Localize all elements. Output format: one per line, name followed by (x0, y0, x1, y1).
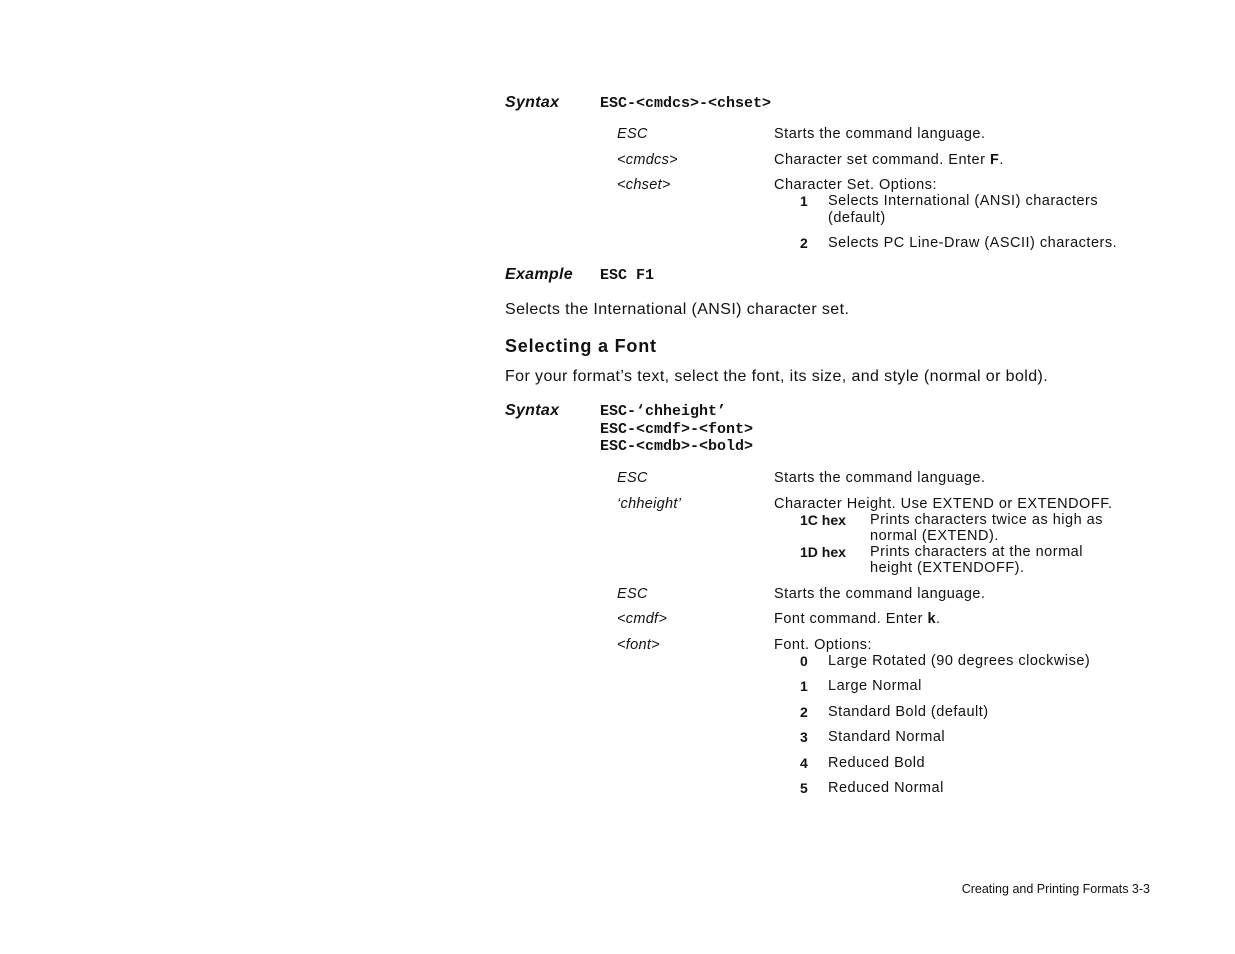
option-text: (default) (828, 210, 886, 226)
param-desc: Font. Options: (774, 637, 873, 653)
example-label: Example (505, 266, 573, 283)
height-option-code: 1D hex (800, 544, 846, 560)
param-name: <cmdf> (617, 611, 668, 627)
font-option-number: 0 (800, 653, 808, 669)
param-name: ESC (617, 586, 648, 602)
height-option-text: Prints characters at the normal (870, 544, 1083, 560)
param-desc: Character Height. Use EXTEND or EXTENDOFF. (774, 496, 1113, 512)
param-name: ‘chheight’ (617, 496, 682, 512)
example-description: Selects the International (ANSI) character set. (505, 301, 850, 318)
syntax-label: Syntax (505, 402, 560, 419)
height-option-text: normal (EXTEND). (870, 528, 999, 544)
param-name: ESC (617, 470, 648, 486)
section-intro: For your format’s text, select the font, its size, and style (normal or bold). (505, 368, 1049, 385)
example-code: ESC F1 (600, 267, 655, 284)
font-option-text: Standard Normal (828, 729, 946, 745)
param-name: ESC (617, 126, 648, 142)
syntax-code-line: ESC-<cmdf>-<font> (600, 421, 754, 438)
section-heading: Selecting a Font (505, 336, 657, 356)
height-option-code: 1C hex (800, 512, 846, 528)
option-number: 1 (800, 193, 808, 209)
option-text: Selects PC Line-Draw (ASCII) characters. (828, 235, 1118, 251)
param-desc: Font command. Enter k. (774, 611, 941, 627)
param-desc: Starts the command language. (774, 586, 986, 602)
height-option-text: Prints characters twice as high as (870, 512, 1103, 528)
font-option-text: Large Normal (828, 678, 922, 694)
param-desc: Starts the command language. (774, 470, 986, 486)
font-option-number: 1 (800, 678, 808, 694)
param-desc: Character Set. Options: (774, 177, 938, 193)
param-desc: Starts the command language. (774, 126, 986, 142)
syntax-code-line: ESC-<cmdb>-<bold> (600, 438, 754, 455)
option-number: 2 (800, 235, 808, 251)
param-name: <cmdcs> (617, 152, 678, 168)
page-footer: Creating and Printing Formats 3-3 (961, 882, 1150, 896)
syntax-code-line: ESC-‘chheight’ (600, 403, 727, 420)
font-option-text: Large Rotated (90 degrees clockwise) (828, 653, 1091, 669)
height-option-text: height (EXTENDOFF). (870, 560, 1025, 576)
font-option-text: Reduced Bold (828, 755, 926, 771)
font-option-text: Reduced Normal (828, 780, 944, 796)
syntax-label: Syntax (505, 94, 560, 111)
option-text: Selects International (ANSI) characters (828, 193, 1099, 209)
font-option-text: Standard Bold (default) (828, 704, 989, 720)
font-option-number: 3 (800, 729, 808, 745)
param-name: <chset> (617, 177, 671, 193)
font-option-number: 4 (800, 755, 808, 771)
font-option-number: 2 (800, 704, 808, 720)
param-name: <font> (617, 637, 660, 653)
font-option-number: 5 (800, 780, 808, 796)
param-desc: Character set command. Enter F. (774, 152, 1004, 168)
syntax-code: ESC-<cmdcs>-<chset> (600, 95, 772, 112)
